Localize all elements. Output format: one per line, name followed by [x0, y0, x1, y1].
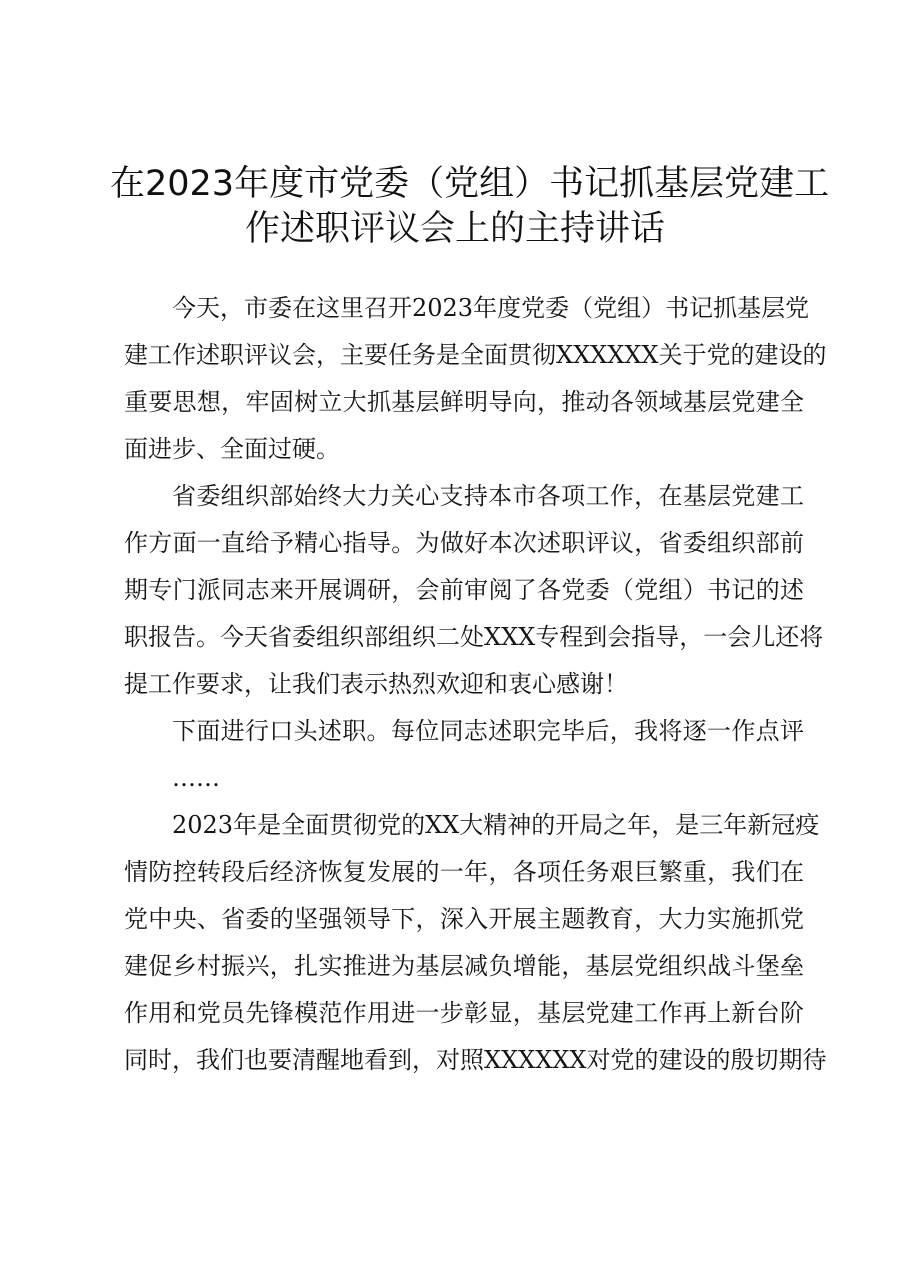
- paragraph-4-line-2: 情防控转段后经济恢复发展的一年，各项任务艰巨繁重，我们在: [124, 858, 804, 886]
- paragraph-3-line-2: ……: [172, 764, 220, 792]
- paragraph-3-line-1: 下面进行口头述职。每位同志述职完毕后，我将逐一作点评: [172, 717, 804, 745]
- paragraph-2-line-2: 作方面一直给予精心指导。为做好本次述职评议，省委组织部前: [124, 529, 804, 557]
- paragraph-4-line-5: 作用和党员先锋模范作用进一步彰显，基层党建工作再上新台阶: [124, 999, 804, 1027]
- title-line-2: 作述职评议会上的主持讲话: [244, 209, 665, 249]
- title-line-1: 在2023年度市党委（党组）书记抓基层党建工: [110, 164, 830, 204]
- paragraph-4-line-4: 建促乡村振兴，扎实推进为基层减负增能，基层党组织战斗堡垒: [124, 952, 804, 980]
- document-title: [110, 162, 830, 252]
- paragraph-4-line-3: 党中央、省委的坚强领导下，深入开展主题教育，大力实施抓党: [124, 905, 804, 933]
- paragraph-1-line-3: 重要思想，牢固树立大抓基层鲜明导向，推动各领域基层党建全: [124, 388, 804, 416]
- document-body: [124, 285, 827, 1084]
- paragraph-4-line-6: 同时，我们也要清醒地看到，对照XXXXXX对党的建设的殷切期待: [124, 1046, 827, 1074]
- paragraph-1-line-1: 今天，市委在这里召开2023年度党委（党组）书记抓基层党: [172, 294, 810, 322]
- paragraph-4-line-1: 2023年是全面贯彻党的XX大精神的开局之年，是三年新冠疫: [172, 811, 820, 839]
- paragraph-2-line-5: 提工作要求，让我们表示热烈欢迎和衷心感谢！: [124, 670, 628, 698]
- paragraph-2-line-1: 省委组织部始终大力关心支持本市各项工作，在基层党建工: [172, 482, 804, 510]
- paragraph-2-line-3: 期专门派同志来开展调研，会前审阅了各党委（党组）书记的述: [124, 576, 804, 604]
- paragraph-1-line-4: 面进步、全面过硬。: [124, 435, 340, 463]
- paragraph-2-line-4: 职报告。今天省委组织部组织二处XXX专程到会指导，一会儿还将: [124, 623, 824, 651]
- paragraph-1-line-2: 建工作述职评议会，主要任务是全面贯彻XXXXXX关于党的建设的: [124, 341, 827, 369]
